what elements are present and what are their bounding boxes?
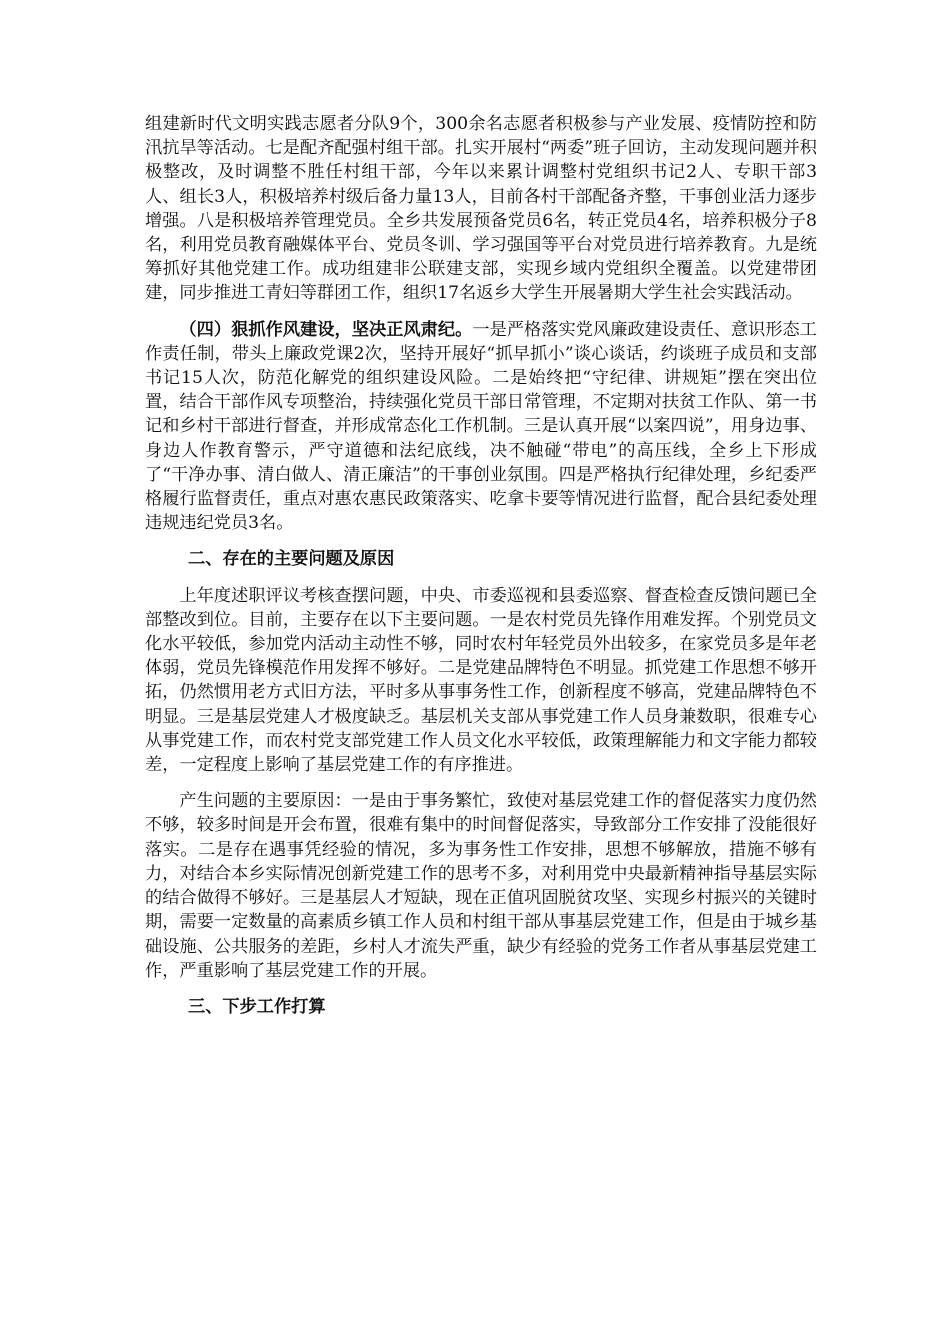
paragraph-problems: 上年度述职评议考核查摆问题，中央、市委巡视和县委巡察、督查检查反馈问题已全部整改到位。目前，主要存在以下主要问题。一是农村党员先锋作用难发挥。个别党员文化水平较低，参加党内活动主动性不够，同时农村年轻党员外出较多，在家党员多是年老体弱，党员先锋模范作用发挥不够好。二是党建品牌特色不明显。抓党建工作思想不够开拓，仍然惯用老方式旧方法，平时多从事事务性工作，创新程度不够高，党建品牌特色不明显。三是基层党建人才极度缺乏。基层机关支部从事党建工作人员身兼数职，很难专心从事党建工作，而农村党支部党建工作人员文化水平较低，政策理解能力和文字能力都较差，一定程度上影响了基层党建工作的有序推进。 bbox=[145, 585, 817, 776]
paragraph-causes: 产生问题的主要原因：一是由于事务繁忙，致使对基层党建工作的督促落实力度仍然不够，较多时间是开会布置，很难有集中的时间督促落实，导致部分工作安排了没能很好落实。二是存在遇事凭经验的情况，多为事务性工作安排，思想不够解放，措施不够有力，对结合本乡实际情况创新党建工作的思考不多，对利用党中央最新精神指导基层实际的结合做得不够好。三是基层人才短缺，现在正值巩固脱贫攻坚、实现乡村振兴的关键时期，需要一定数量的高素质乡镇工作人员和村组干部从事基层党建工作，但是由于城乡基础设施、公共服务的差距，乡村人才流失严重，缺少有经验的党务工作者从事基层党建工作，严重影响了基层党建工作的开展。 bbox=[145, 791, 817, 981]
document-page bbox=[145, 112, 817, 1019]
section-four-lead: （四）狠抓作风建设，坚决正风肃纪。 bbox=[179, 319, 473, 340]
paragraph-work-style bbox=[145, 318, 817, 536]
heading-main-problems: 二、存在的主要问题及原因 bbox=[188, 549, 395, 570]
heading-next-steps: 三、下步工作打算 bbox=[188, 996, 326, 1017]
section-four-body: 一是严格落实党风廉政建设责任、意识形态工作责任制，带头上廉政党课2次，坚持开展好“抓早抓小”谈心谈话，约谈班子成员和支部书记15人次，防范化解党的组织建设风险。二是始终把“守纪律、讲规矩”摆在突出位置，结合干部作风专项整治，持续强化党员干部日常管理，不定期对扶贫工作队、第一书记和乡村干部进行督查，并形成常态化工作机制。三是认真开展“以案四说”，用身边事、身边人作教育警示，严守道德和法纪底线，决不触碰“带电”的高压线，全乡上下形成了“干净办事、清白做人、清正廉洁”的干事创业氛围。四是严格执行纪律处理，乡纪委严格履行监督责任，重点对惠农惠民政策落实、吃拿卡要等情况进行监督，配合县纪委处理违规违纪党员3名。 bbox=[145, 319, 817, 534]
paragraph-volunteers-cadres: 组建新时代文明实践志愿者分队9个，300余名志愿者积极参与产业发展、疫情防控和防汛抗旱等活动。七是配齐配强村组干部。扎实开展村“两委”班子回访，主动发现问题并积极整改，及时调整不胜任村组干部，今年以来累计调整村党组织书记2人、专职干部3人、组长3人，积极培养村级后备力量13人，目前各村干部配备齐整，干事创业活力逐步增强。八是积极培养管理党员。全乡共发展预备党员6名，转正党员4名，培养积极分子8名，利用党员教育融媒体平台、党员冬训、学习强国等平台对党员进行培养教育。九是统筹抓好其他党建工作。成功组建非公联建支部，实现乡域内党组织全覆盖。以党建带团建，同步推进工青妇等群团工作，组织17名返乡大学生开展暑期大学生社会实践活动。 bbox=[145, 114, 817, 304]
